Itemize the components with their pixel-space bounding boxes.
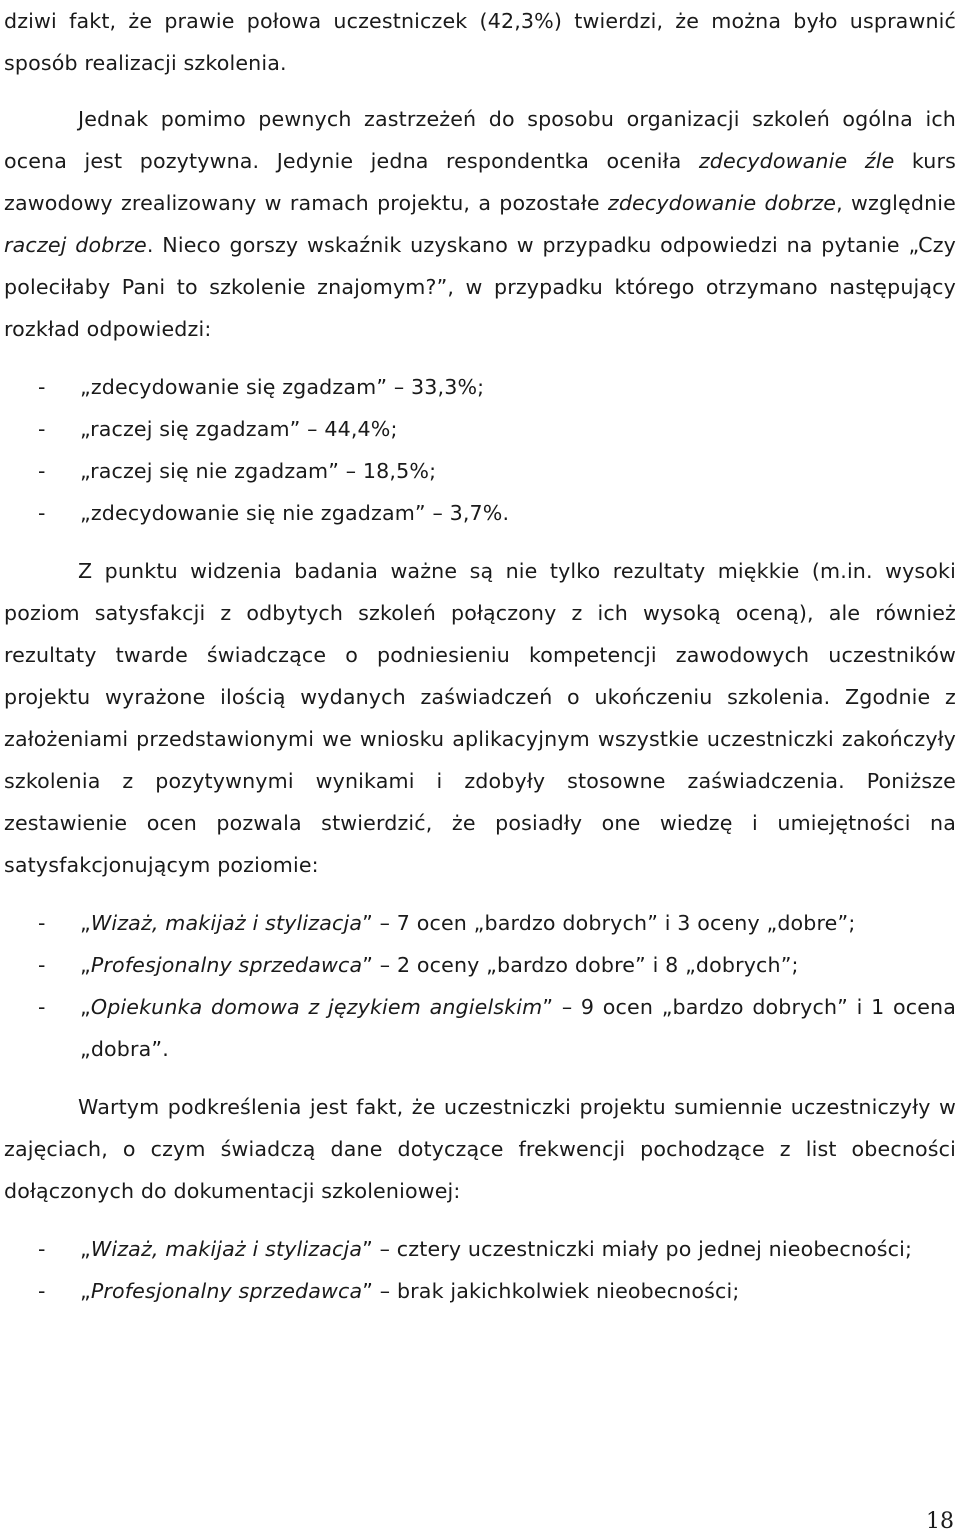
dash-bullet: - (38, 911, 46, 935)
list-item (4, 986, 956, 1070)
text-span: „ (80, 953, 91, 977)
text-span: kurs zawodowy zrealizowany w ramach projektu, a pozostałe (4, 149, 956, 215)
list-item (4, 366, 956, 408)
text-span: Zgodnie z założeniami przedstawionymi we wniosku aplikacyjnym wszystkie uczestniczki zakończyły szkolenia z pozytywnymi wynikami i zdobyły stosowne zaświadczenia. (4, 685, 956, 793)
course-name: Wizaż, makijaż i stylizacja (90, 911, 363, 935)
text-span: ” – cztery uczestniczki miały po jednej nieobecności; (362, 1237, 913, 1261)
paragraph-attendance (4, 1086, 956, 1212)
list-item (4, 408, 956, 450)
text-span: ” – brak jakichkolwiek nieobecności; (362, 1279, 740, 1303)
recommendation-answers-list (4, 366, 956, 534)
list-item-text: „zdecydowanie się nie zgadzam” – 3,7%. (80, 501, 510, 525)
text-span: ” – 7 ocen „bardzo dobrych” i 3 oceny „dobre”; (362, 911, 856, 935)
text-span: , względnie (836, 191, 956, 215)
text-span: Z punktu widzenia badania ważne są nie tylko rezultaty miękkie (m.in. wysoki poziom satysfakcji z odbytych szkoleń połączony z ich wysoką oceną), ale również rezultaty twarde świadczące o podniesieniu kompetencji zawodowych uczestników projektu wyrażone ilością wydanych zaświadczeń o ukończeniu szkolenia. (4, 559, 956, 709)
dash-bullet: - (38, 501, 46, 525)
paragraph-hard-results (4, 550, 956, 886)
dash-bullet: - (38, 459, 46, 483)
text-span: Poniższe zestawienie ocen pozwala stwierdzić, że posiadły one wiedzę i umiejętności na satysfakcjonującym poziomie: (4, 769, 956, 877)
dash-bullet: - (38, 1279, 46, 1303)
list-item (4, 902, 956, 944)
paragraph-text: Wartym podkreślenia jest fakt, że uczestniczki projektu sumiennie uczestniczyły w zajęciach, o czym świadczą dane dotyczące frekwencji pochodzące z list obecności dołączonych do dokumentacji szkoleniowej: (4, 1095, 956, 1203)
text-span: Jedynie jedna respondentka oceniła (276, 149, 699, 173)
text-span: . Nieco gorszy wskaźnik uzyskano w przypadku odpowiedzi na pytanie „Czy poleciłaby Pani to szkolenie znajomym?”, w przypadku którego otrzymano następujący rozkład odpowiedzi: (4, 233, 957, 341)
list-item (4, 450, 956, 492)
course-name: Profesjonalny sprzedawca (90, 953, 363, 977)
attendance-list (4, 1228, 956, 1312)
text-span: Jednak pomimo pewnych zastrzeżeń do sposobu organizacji szkoleń ogólna ich ocena jest pozytywna. (4, 107, 956, 173)
text-span: ” – 2 oceny „bardzo dobre” i 8 „dobrych”; (362, 953, 799, 977)
list-item (4, 1228, 956, 1270)
paragraph-text: dziwi fakt, że prawie połowa uczestniczek (42,3%) twierdzi, że można było usprawnić sposób realizacji szkolenia. (4, 9, 956, 75)
dash-bullet: - (38, 953, 46, 977)
course-name: Opiekunka domowa z językiem angielskim (90, 995, 543, 1019)
dash-bullet: - (38, 375, 46, 399)
text-span: „ (80, 995, 91, 1019)
list-item-text: „zdecydowanie się zgadzam” – 33,3%; (80, 375, 485, 399)
paragraph-survey-intro (4, 0, 956, 84)
course-name: Wizaż, makijaż i stylizacja (90, 1237, 363, 1261)
document-page (4, 0, 956, 1312)
text-span: ” – 9 ocen „bardzo dobrych” i 1 ocena „dobra”. (80, 995, 956, 1061)
list-item (4, 1270, 956, 1312)
grades-list (4, 902, 956, 1070)
list-item (4, 944, 956, 986)
list-item-text: „raczej się zgadzam” – 44,4%; (80, 417, 398, 441)
dash-bullet: - (38, 417, 46, 441)
dash-bullet: - (38, 995, 46, 1019)
text-span: „ (80, 1237, 91, 1261)
emphasis-text: zdecydowanie dobrze (607, 191, 837, 215)
page-number: 18 (926, 1509, 954, 1534)
course-name: Profesjonalny sprzedawca (90, 1279, 363, 1303)
paragraph-overall-rating (4, 98, 956, 350)
emphasis-text: raczej dobrze (4, 233, 147, 257)
dash-bullet: - (38, 1237, 46, 1261)
text-span: „ (80, 1279, 91, 1303)
list-item-text: „raczej się nie zgadzam” – 18,5%; (80, 459, 437, 483)
text-span: „ (80, 911, 91, 935)
list-item (4, 492, 956, 534)
emphasis-text: zdecydowanie źle (698, 149, 895, 173)
